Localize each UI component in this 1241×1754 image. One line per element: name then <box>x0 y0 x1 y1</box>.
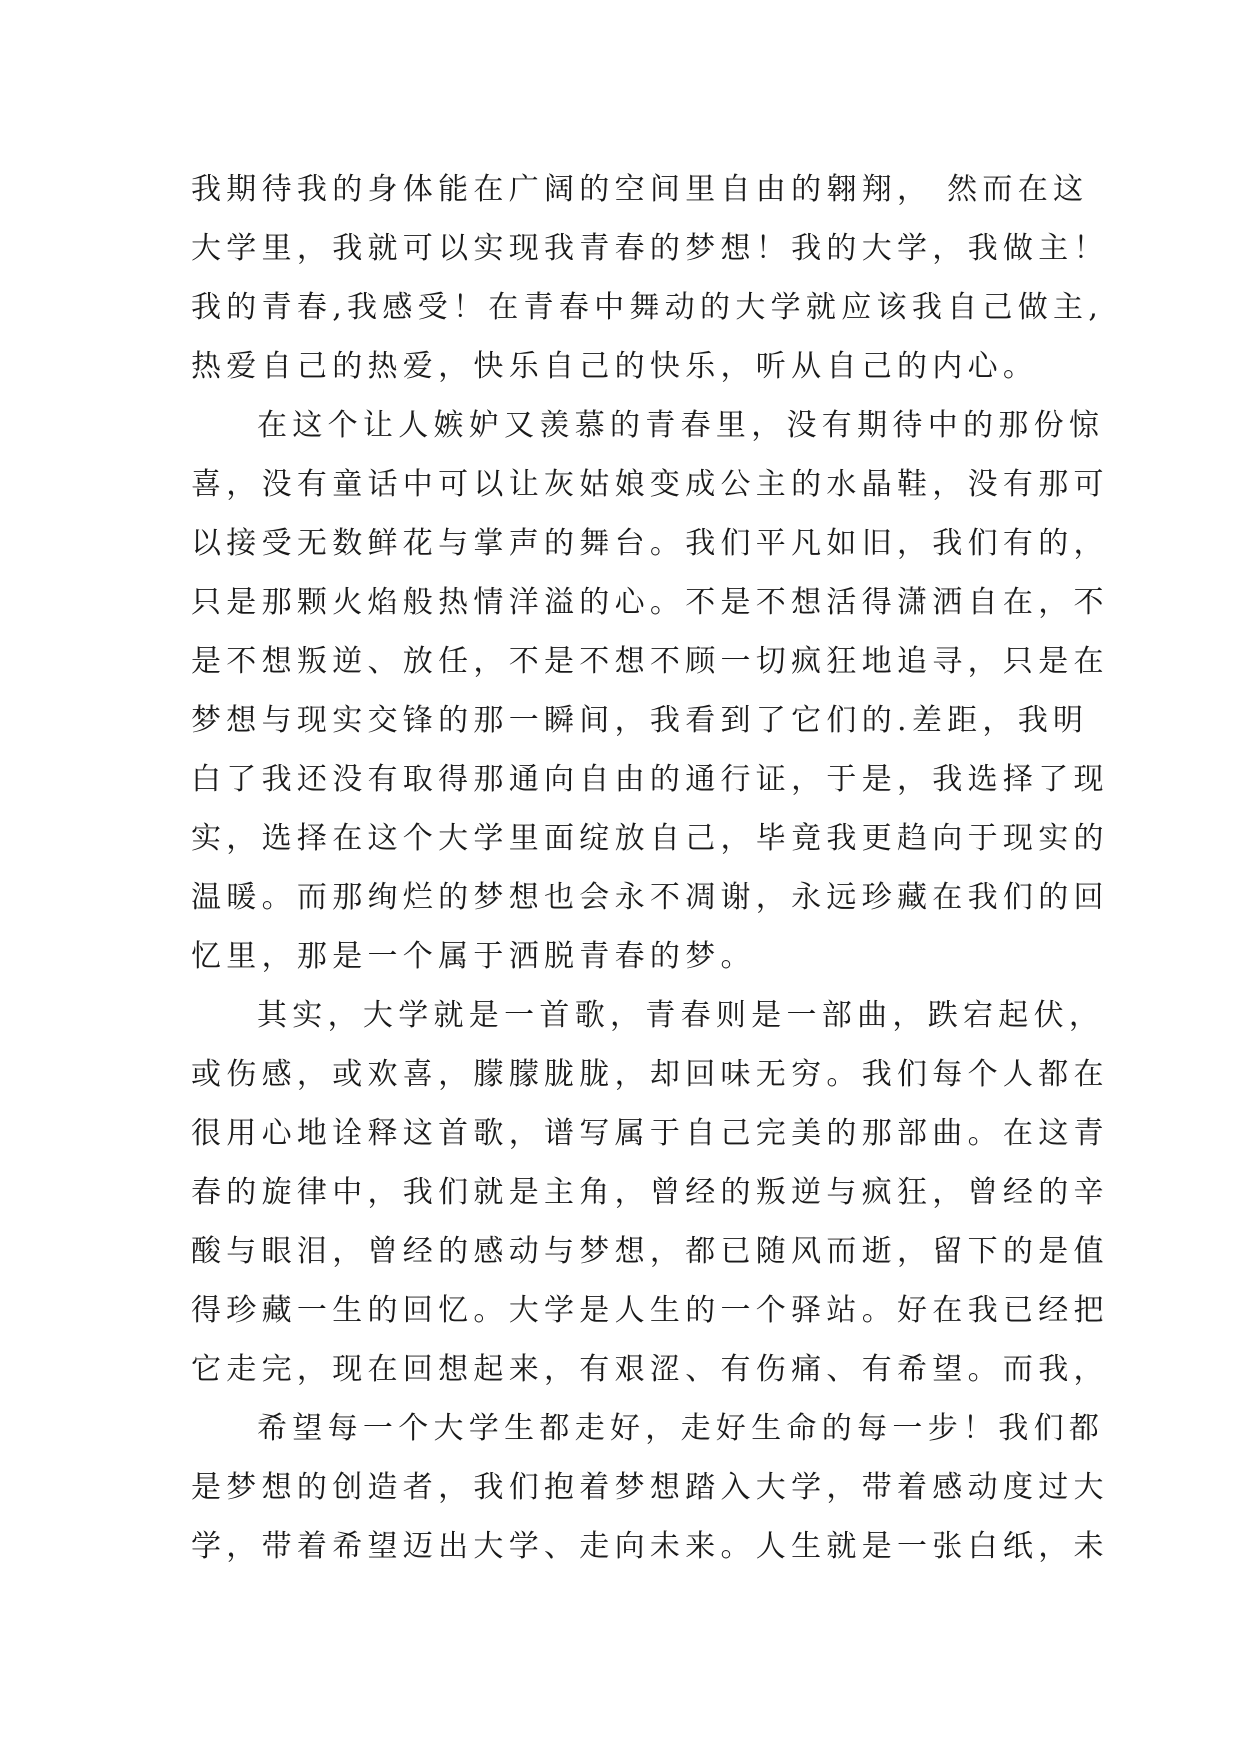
body-text <box>191 160 1109 1576</box>
paragraph-start-line: 其实，大学就是一首歌，青春则是一部曲，跌宕起伏， <box>257 998 1105 1033</box>
text-line: 它走完，现在回想起来，有艰涩、有伤痛、有希望。而我， <box>191 1352 1109 1387</box>
text-line: 梦想与现实交锋的那一瞬间，我看到了它们的.差距，我明 <box>191 703 1089 738</box>
text-line: 我期待我的身体能在广阔的空间里自由的翱翔， 然而在这 <box>191 172 1089 207</box>
text-line: 温暖。而那绚烂的梦想也会永不凋谢，永远珍藏在我们的回 <box>191 880 1109 915</box>
text-line: 或伤感，或欢喜，朦朦胧胧，却回味无穷。我们每个人都在 <box>191 1057 1109 1092</box>
text-line: 我的青春,我感受！在青春中舞动的大学就应该我自己做主, <box>191 290 1104 325</box>
text-line: 很用心地诠释这首歌，谱写属于自己完美的那部曲。在这青 <box>191 1116 1109 1151</box>
text-line: 是不想叛逆、放任，不是不想不顾一切疯狂地追寻，只是在 <box>191 644 1109 679</box>
text-line: 学，带着希望迈出大学、走向未来。人生就是一张白纸，未 <box>191 1529 1109 1564</box>
text-line: 白了我还没有取得那通向自由的通行证，于是，我选择了现 <box>191 762 1109 797</box>
text-line: 得珍藏一生的回忆。大学是人生的一个驿站。好在我已经把 <box>191 1293 1109 1328</box>
paragraph-start-line: 希望每一个大学生都走好，走好生命的每一步！我们都 <box>257 1411 1105 1446</box>
text-line: 以接受无数鲜花与掌声的舞台。我们平凡如旧，我们有的， <box>191 526 1109 561</box>
text-line: 是梦想的创造者，我们抱着梦想踏入大学，带着感动度过大 <box>191 1470 1109 1505</box>
text-line: 大学里，我就可以实现我青春的梦想！我的大学，我做主！ <box>191 231 1109 266</box>
text-line: 喜，没有童话中可以让灰姑娘变成公主的水晶鞋，没有那可 <box>191 467 1109 502</box>
paragraph-start-line: 在这个让人嫉妒又羡慕的青春里，没有期待中的那份惊 <box>257 408 1105 443</box>
text-line: 热爱自己的热爱，快乐自己的快乐，听从自己的内心。 <box>191 349 1039 384</box>
text-line: 酸与眼泪，曾经的感动与梦想，都已随风而逝，留下的是值 <box>191 1234 1109 1269</box>
text-line: 忆里，那是一个属于洒脱青春的梦。 <box>191 939 756 974</box>
text-line: 只是那颗火焰般热情洋溢的心。不是不想活得潇洒自在，不 <box>191 585 1109 620</box>
text-line: 实，选择在这个大学里面绽放自己，毕竟我更趋向于现实的 <box>191 821 1109 856</box>
text-line: 春的旋律中，我们就是主角，曾经的叛逆与疯狂，曾经的辛 <box>191 1175 1109 1210</box>
